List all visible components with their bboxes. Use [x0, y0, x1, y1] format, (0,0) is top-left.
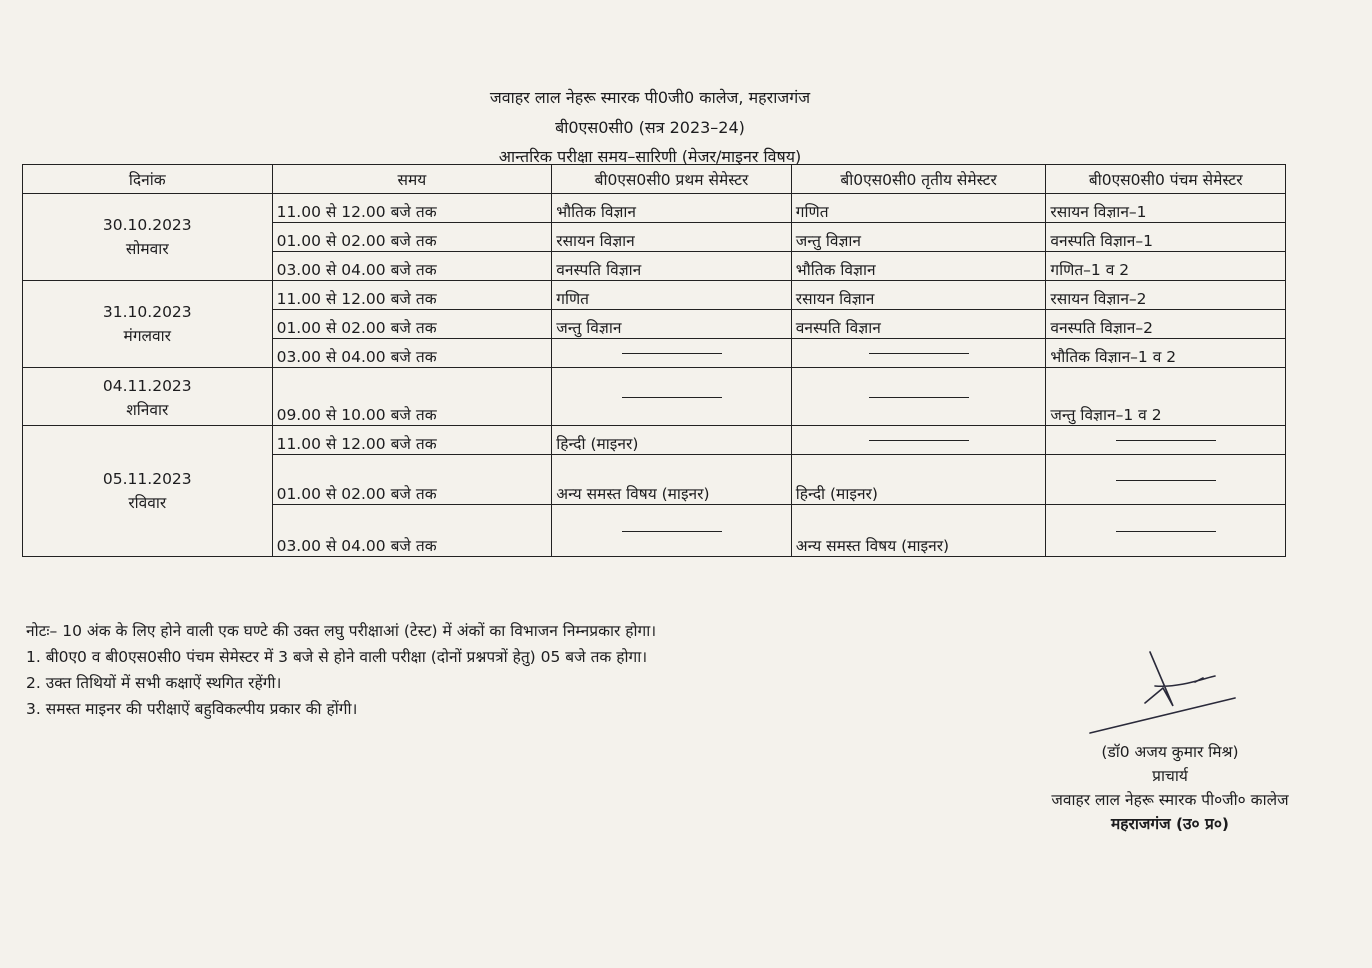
empty-cell — [1046, 426, 1286, 455]
exam-timetable — [22, 164, 1286, 557]
col-date: दिनांक — [23, 165, 273, 194]
date-cell — [23, 194, 273, 281]
note-intro: नोटः– 10 अंक के लिए होने वाली एक घण्टे की उक्त लघु परीक्षाआं (टेस्ट) में अंकों का विभाजन निम्नप्रकार होगा। — [26, 622, 657, 640]
empty-cell — [791, 339, 1046, 368]
sem5-cell: जन्तु विज्ञान–1 व 2 — [1046, 368, 1286, 426]
sem1-cell: भौतिक विज्ञान — [552, 194, 792, 223]
table-row — [23, 281, 1286, 310]
time-cell: 09.00 से 10.00 बजे तक — [272, 368, 552, 426]
dash-line — [869, 353, 969, 354]
date-value: 04.11.2023 — [102, 377, 192, 395]
date-value: 31.10.2023 — [102, 303, 192, 321]
date-cell — [23, 368, 273, 426]
note-item: 3. समस्त माइनर की परीक्षाऐं बहुविकल्पीय प्रकार की होंगी। — [26, 700, 358, 718]
stamp-line-2: महराजगंज (उ० प्र०) — [1111, 815, 1229, 833]
sem1-cell: गणित — [552, 281, 792, 310]
date-value: 05.11.2023 — [102, 470, 192, 488]
empty-cell — [552, 368, 792, 426]
table-row — [23, 194, 1286, 223]
note-item: 2. उक्त तिथियों में सभी कक्षाऐं स्थगित रहेंगी। — [26, 674, 282, 692]
college-name: जवाहर लाल नेहरू स्मारक पी0जी0 कालेज, महराजगंज — [489, 88, 811, 107]
empty-cell — [791, 368, 1046, 426]
time-cell: 03.00 से 04.00 बजे तक — [272, 252, 552, 281]
date-value: 30.10.2023 — [102, 216, 192, 234]
sem5-cell: वनस्पति विज्ञान–1 — [1046, 223, 1286, 252]
dash-line — [622, 531, 722, 532]
date-cell — [23, 426, 273, 557]
dash-line — [1116, 440, 1216, 441]
empty-cell — [552, 505, 792, 557]
time-cell: 11.00 से 12.00 बजे तक — [272, 194, 552, 223]
time-cell: 11.00 से 12.00 बजे तक — [272, 426, 552, 455]
table-row — [23, 426, 1286, 455]
sem1-cell: रसायन विज्ञान — [552, 223, 792, 252]
empty-cell — [552, 339, 792, 368]
sem1-cell: अन्य समस्त विषय (माइनर) — [552, 455, 792, 505]
principal-name: (डॉ0 अजय कुमार मिश्र) — [1101, 743, 1239, 761]
sem1-cell: जन्तु विज्ञान — [552, 310, 792, 339]
note-item: 1. बी0ए0 व बी0एस0सी0 पंचम सेमेस्टर में 3 बजे से होने वाली परीक्षा (दोनों प्रश्नपत्रों हेतु) 05 बजे तक होगा। — [26, 648, 648, 666]
col-sem1: बी0एस0सी0 प्रथम सेमेस्टर — [552, 165, 792, 194]
sem5-cell: गणित–1 व 2 — [1046, 252, 1286, 281]
sem3-cell: हिन्दी (माइनर) — [791, 455, 1046, 505]
time-cell: 01.00 से 02.00 बजे तक — [272, 310, 552, 339]
principal-designation: प्राचार्य — [1152, 767, 1188, 785]
dash-line — [869, 440, 969, 441]
weekday-value: मंगलवार — [123, 327, 172, 345]
signature-mark — [1085, 648, 1255, 738]
date-cell — [23, 281, 273, 368]
table-header-row — [23, 165, 1286, 194]
dash-line — [622, 397, 722, 398]
empty-cell — [791, 426, 1046, 455]
sem3-cell: अन्य समस्त विषय (माइनर) — [791, 505, 1046, 557]
empty-cell — [1046, 455, 1286, 505]
sem5-cell: रसायन विज्ञान–1 — [1046, 194, 1286, 223]
weekday-value: सोमवार — [125, 240, 169, 258]
table-row — [23, 368, 1286, 426]
time-cell: 03.00 से 04.00 बजे तक — [272, 505, 552, 557]
time-cell: 01.00 से 02.00 बजे तक — [272, 223, 552, 252]
sem3-cell: रसायन विज्ञान — [791, 281, 1046, 310]
empty-cell — [1046, 505, 1286, 557]
sem5-cell: वनस्पति विज्ञान–2 — [1046, 310, 1286, 339]
course-session: बी0एस0सी0 (सत्र 2023–24) — [555, 118, 745, 137]
sem3-cell: वनस्पति विज्ञान — [791, 310, 1046, 339]
notes-section — [26, 618, 656, 722]
weekday-value: रविवार — [128, 494, 167, 512]
sem3-cell: भौतिक विज्ञान — [791, 252, 1046, 281]
schedule-title: आन्तरिक परीक्षा समय–सारिणी (मेजर/माइनर विषय) — [498, 147, 802, 166]
col-time: समय — [272, 165, 552, 194]
dash-line — [1116, 480, 1216, 481]
sem3-cell: गणित — [791, 194, 1046, 223]
sem1-cell: हिन्दी (माइनर) — [552, 426, 792, 455]
dash-line — [869, 397, 969, 398]
sem1-cell: वनस्पति विज्ञान — [552, 252, 792, 281]
col-sem3: बी0एस0सी0 तृतीय सेमेस्टर — [791, 165, 1046, 194]
sem5-cell: भौतिक विज्ञान–1 व 2 — [1046, 339, 1286, 368]
sem5-cell: रसायन विज्ञान–2 — [1046, 281, 1286, 310]
sem3-cell: जन्तु विज्ञान — [791, 223, 1046, 252]
signature-block — [1020, 740, 1320, 836]
time-cell: 01.00 से 02.00 बजे तक — [272, 455, 552, 505]
dash-line — [1116, 531, 1216, 532]
weekday-value: शनिवार — [126, 401, 169, 419]
time-cell: 11.00 से 12.00 बजे तक — [272, 281, 552, 310]
stamp-line-1: जवाहर लाल नेहरू स्मारक पी०जी० कालेज — [1051, 791, 1289, 809]
col-sem5: बी0एस0सी0 पंचम सेमेस्टर — [1046, 165, 1286, 194]
time-cell: 03.00 से 04.00 बजे तक — [272, 339, 552, 368]
dash-line — [622, 353, 722, 354]
